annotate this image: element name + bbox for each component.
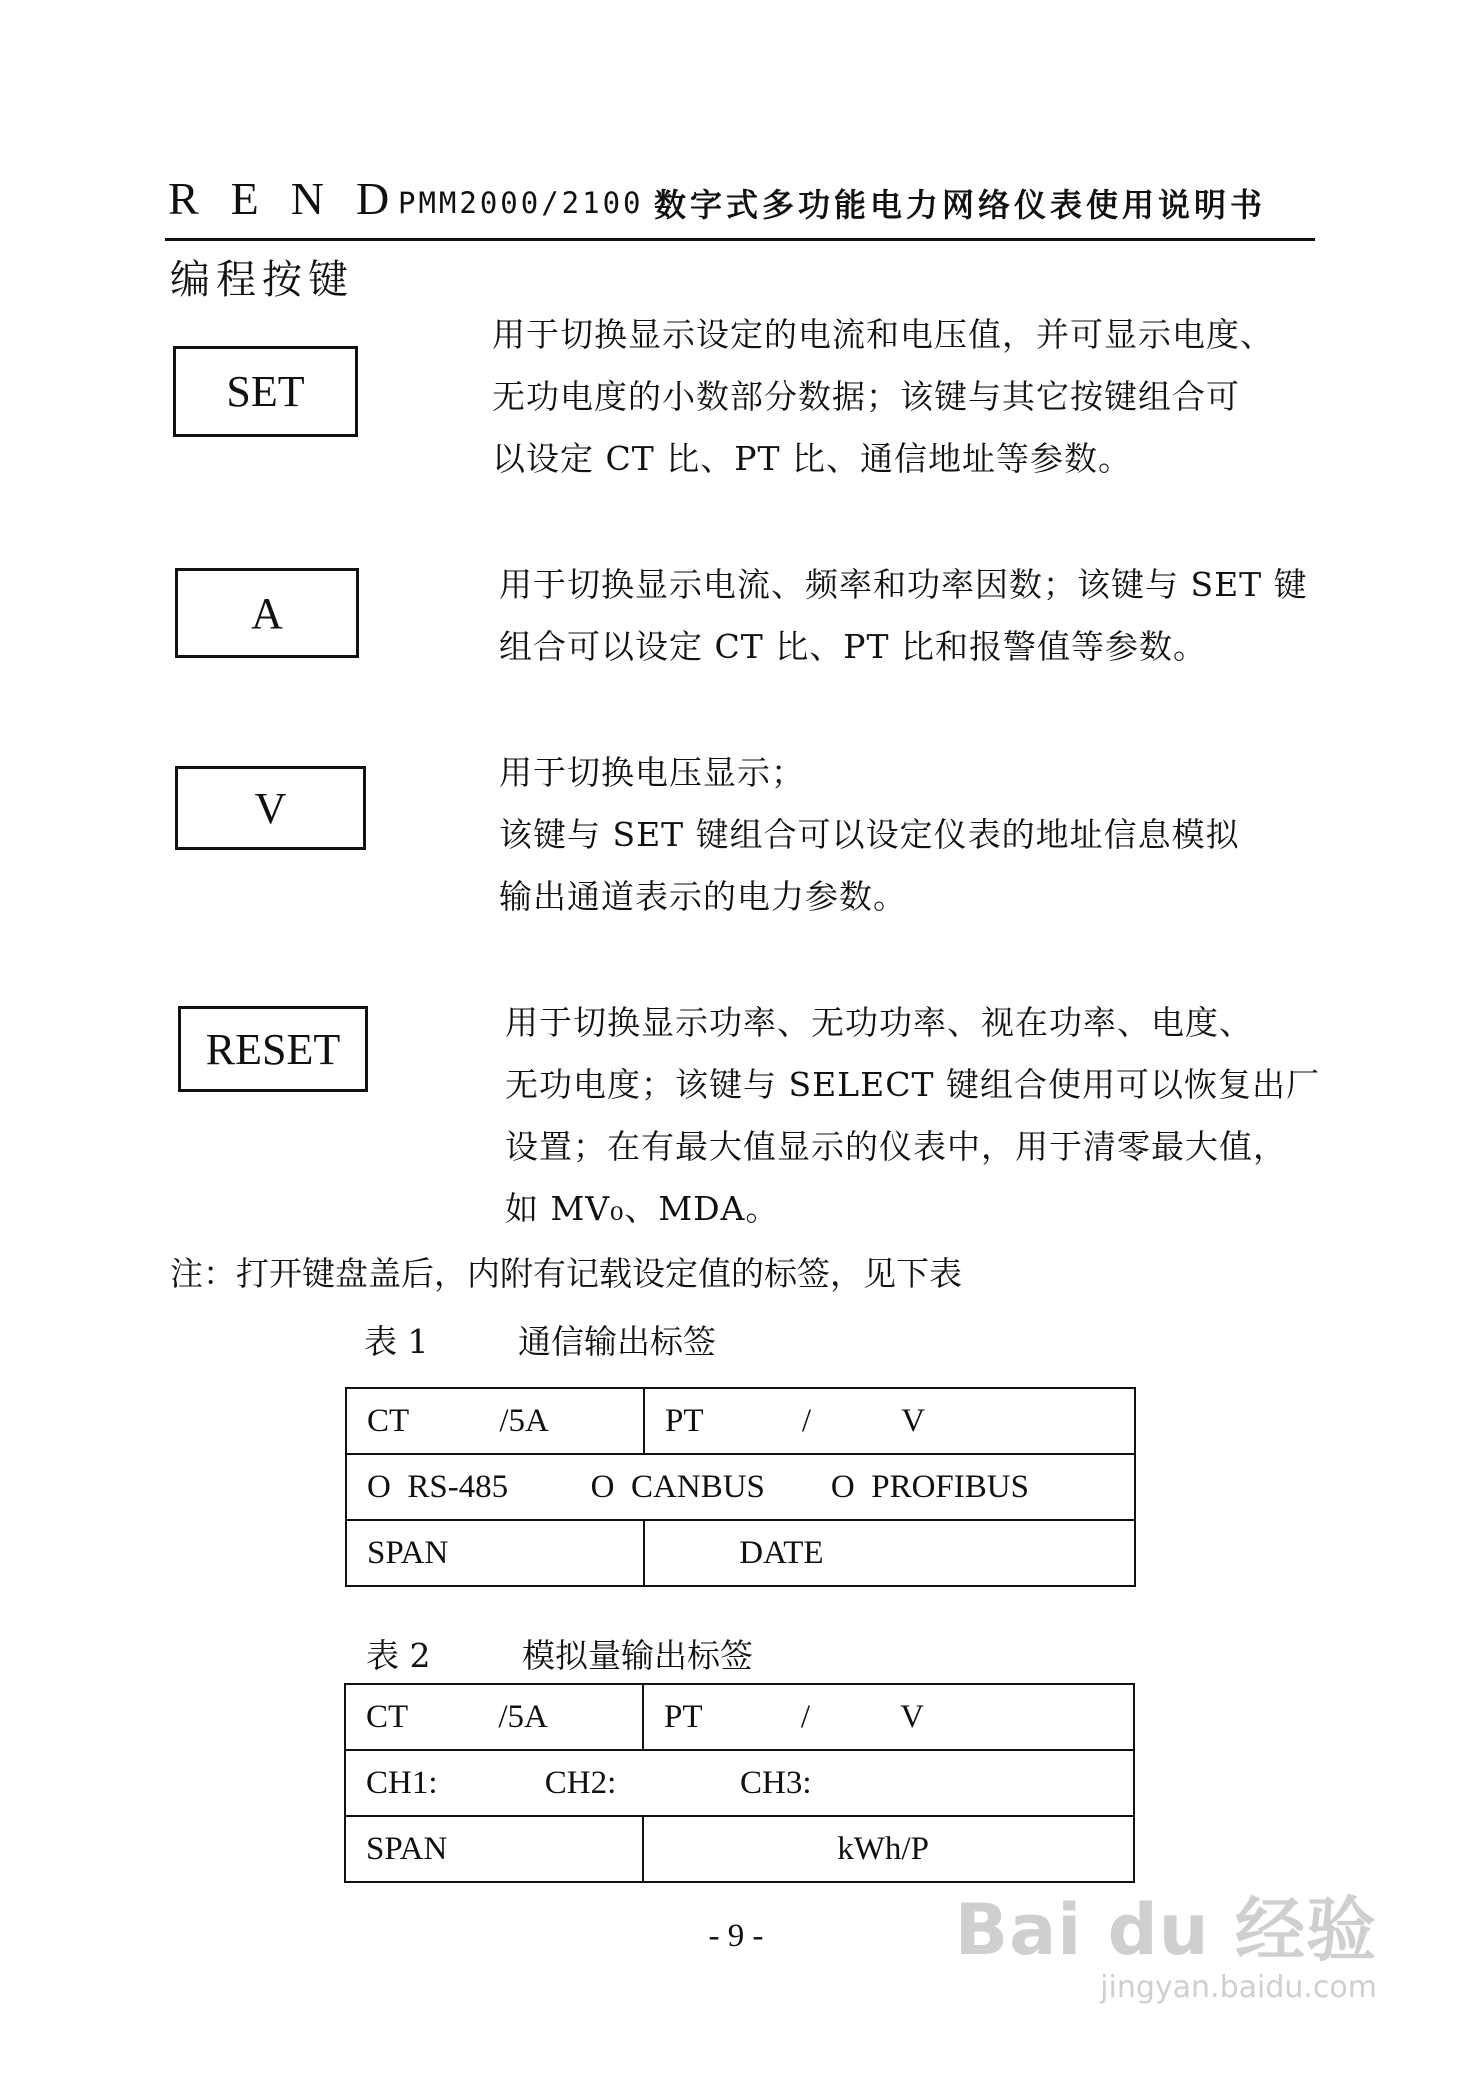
table-cell: SPAN	[346, 1520, 644, 1586]
set-key-box: SET	[173, 346, 358, 437]
table1-comm-label	[345, 1387, 1136, 1587]
document-title: 数字式多功能电力网络仪表使用说明书	[654, 186, 1267, 224]
watermark-logo: Bai du 经验	[954, 1889, 1377, 1971]
reset-key-box: RESET	[178, 1006, 368, 1092]
description-line: 如 MV₀、MDA。	[505, 1189, 780, 1228]
page-number: - 9 -	[708, 1918, 764, 1954]
table-row	[346, 1388, 1135, 1454]
table2-analog-label	[344, 1683, 1135, 1883]
a-key-box: A	[175, 568, 359, 658]
description-line: 组合可以设定 CT 比、PT 比和报警值等参数。	[499, 627, 1207, 666]
description-line: 无功电度；该键与 SELECT 键组合使用可以恢复出厂	[505, 1065, 1320, 1104]
table1-number: 表 1	[364, 1322, 429, 1361]
table-cell: CH1: CH2: CH3:	[345, 1750, 1134, 1816]
table-row	[345, 1684, 1134, 1750]
table-row	[346, 1454, 1135, 1520]
table-row	[345, 1816, 1134, 1882]
table1-caption: 通信输出标签	[518, 1322, 716, 1361]
description-line: 用于切换显示功率、无功功率、视在功率、电度、	[505, 1003, 1253, 1042]
table-row	[346, 1520, 1135, 1586]
description-line: 输出通道表示的电力参数。	[499, 877, 907, 916]
a-key-description	[499, 554, 1308, 678]
table-cell: kWh/P	[643, 1816, 1134, 1882]
baidu-watermark	[955, 1890, 1377, 2006]
description-line: 以设定 CT 比、PT 比、通信地址等参数。	[492, 439, 1132, 478]
table2-number: 表 2	[366, 1636, 431, 1675]
table2-caption: 模拟量输出标签	[522, 1636, 753, 1675]
table-cell: CT /5A	[346, 1388, 644, 1454]
header-divider	[165, 238, 1315, 241]
brand-name: REND	[168, 173, 422, 224]
description-line: 设置；在有最大值显示的仪表中，用于清零最大值，	[505, 1127, 1287, 1166]
description-line: 用于切换显示电流、频率和功率因数；该键与 SET 键	[499, 565, 1308, 604]
section-title: 编程按键	[170, 257, 354, 303]
note-text: 注：打开键盘盖后，内附有记载设定值的标签，见下表	[170, 1254, 962, 1293]
model-number: PMM2000/2100	[398, 186, 644, 220]
table-cell: SPAN	[345, 1816, 643, 1882]
description-line: 该键与 SET 键组合可以设定仪表的地址信息模拟	[499, 815, 1240, 854]
watermark-url: jingyan.baidu.com	[1100, 1970, 1377, 2005]
table-cell: PT / V	[644, 1388, 1135, 1454]
table-cell: CT /5A	[345, 1684, 643, 1750]
table-row	[345, 1750, 1134, 1816]
set-key-description	[492, 304, 1274, 490]
v-key-box: V	[175, 766, 366, 850]
table-cell: PT / V	[643, 1684, 1134, 1750]
v-key-description	[499, 742, 1240, 928]
description-line: 用于切换电压显示；	[499, 753, 805, 792]
description-line: 无功电度的小数部分数据；该键与其它按键组合可	[492, 377, 1240, 416]
table-cell: O RS-485 O CANBUS O PROFIBUS	[346, 1454, 1135, 1520]
table-cell: DATE	[644, 1520, 1135, 1586]
description-line: 用于切换显示设定的电流和电压值，并可显示电度、	[492, 315, 1274, 354]
reset-key-description	[505, 992, 1320, 1240]
